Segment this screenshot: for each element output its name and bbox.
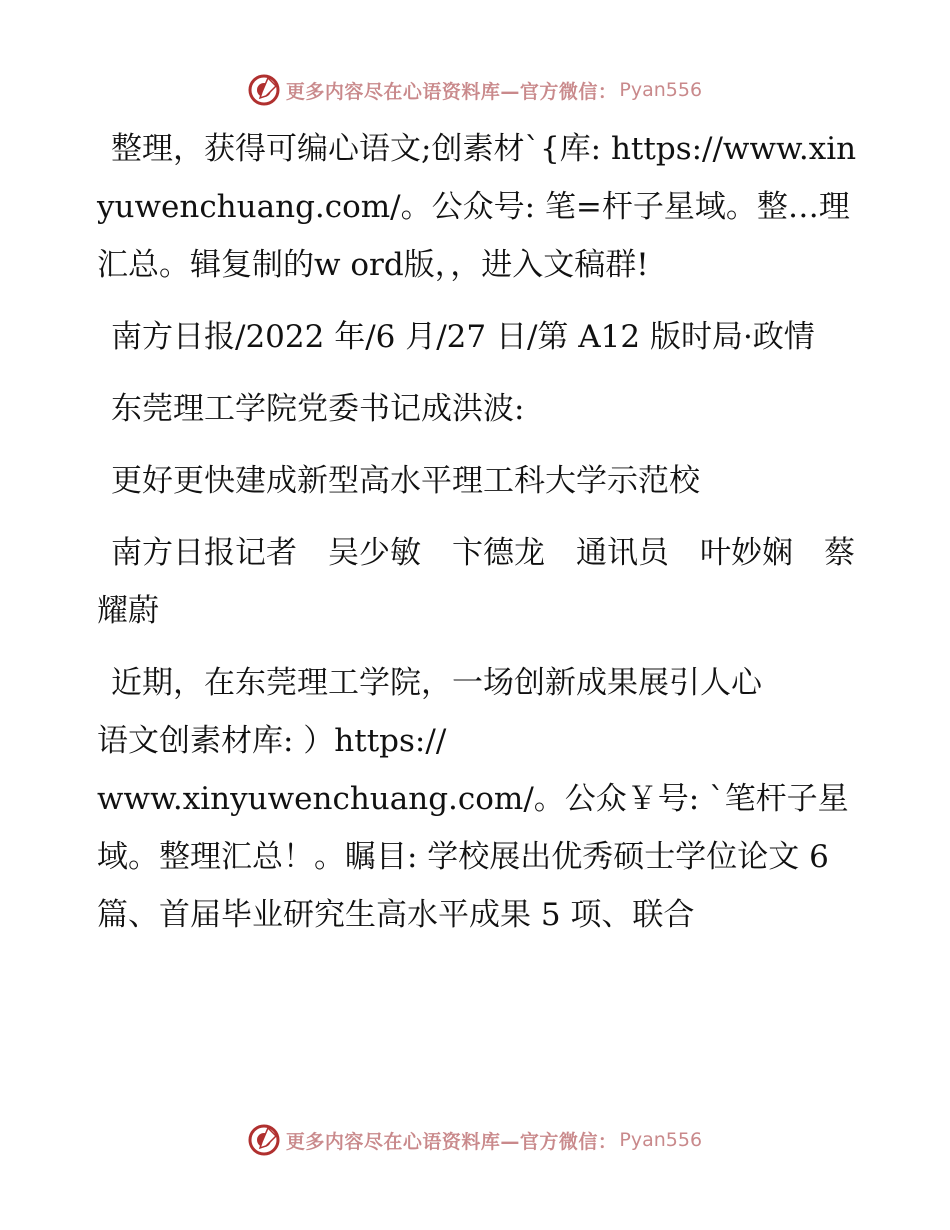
paragraph-body-1: 近期，在东莞理工学院，一场创新成果展引人心 (111, 665, 762, 701)
paragraph-headline: 更好更快建成新型高水平理工科大学示范校 (111, 463, 700, 499)
paragraph-subtitle: 东莞理工学院党委书记成洪波: (111, 391, 525, 427)
header-watermark-banner (0, 70, 950, 110)
document-body (97, 120, 857, 944)
footer-watermark-banner (0, 1120, 950, 1160)
paragraph-body-3: www.xinyuwenchuang.com/。公众￥号: `笔杆子星域。整理汇总！。瞩目: 学校展出优秀硕士学位论文 6 篇、首届毕业研究生高水平成果 5 项、联合 (97, 781, 849, 933)
pen-logo-icon (248, 74, 280, 106)
banner-wechat-id: Pyan556 (619, 79, 703, 101)
paragraph-intro: 整理，获得可编心语文;创素材`{库: https://www.xinyuwenchuang.com/。公众号: 笔=杆子星域。整…理汇总。辑复制的w ord版，，进入文稿群! (97, 131, 857, 283)
banner-text: 更多内容尽在心语资料库—官方微信： (285, 1130, 618, 1153)
banner-text: 更多内容尽在心语资料库—官方微信： (285, 80, 618, 103)
banner-wechat-id: Pyan556 (619, 1129, 703, 1151)
pen-logo-icon (248, 1124, 280, 1156)
paragraph-source: 南方日报/2022 年/6 月/27 日/第 A12 版时局·政情 (111, 319, 815, 355)
paragraph-body-2: 语文创素材库: ）https:// (97, 723, 447, 759)
paragraph-byline: 南方日报记者 吴少敏 卞德龙 通讯员 叶妙娴 蔡耀蔚 (97, 535, 855, 629)
